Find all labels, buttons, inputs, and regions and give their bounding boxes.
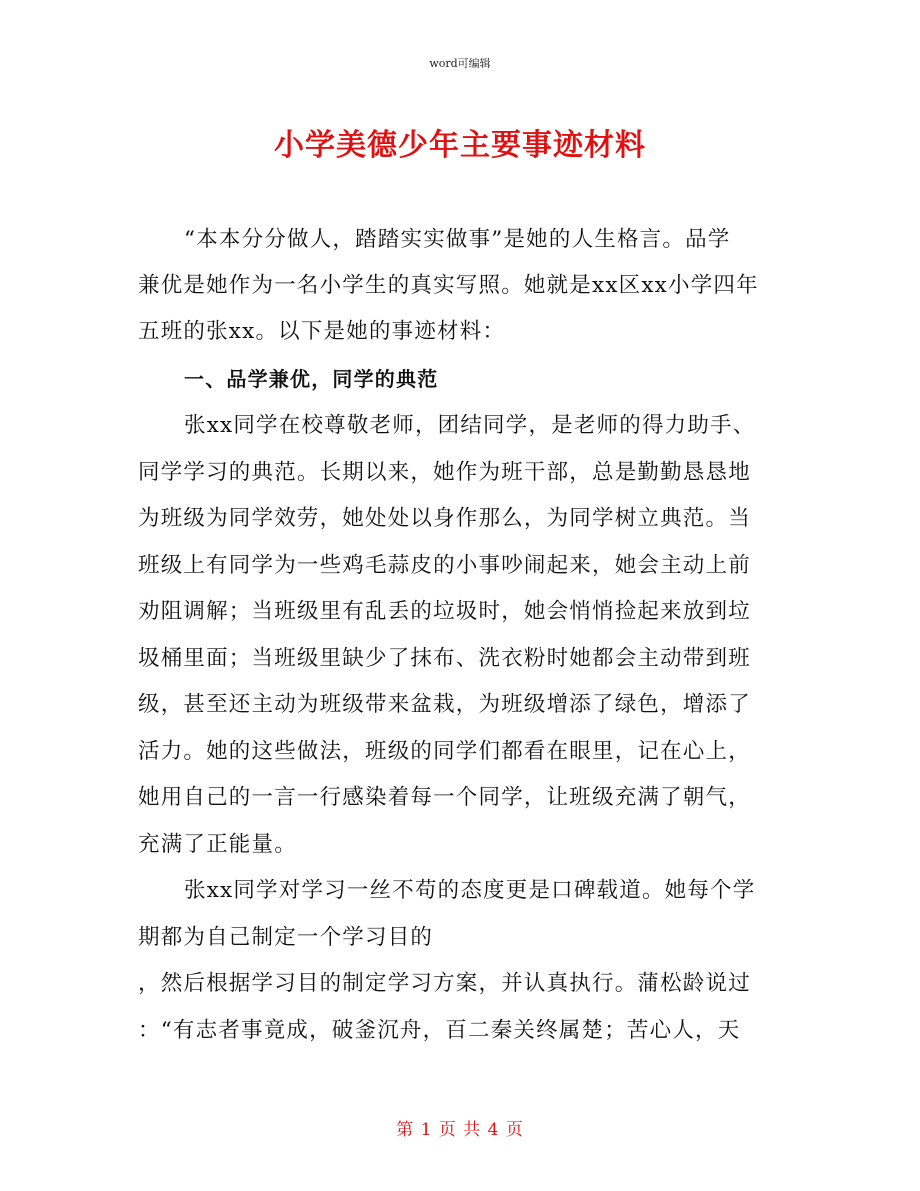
paragraph-line: 为班级为同学效劳，她处处以身作那么，为同学树立典范。当 <box>138 506 751 531</box>
paragraph-line: ，然后根据学习目的制定学习方案，并认真执行。蒲松龄说过 <box>138 971 751 996</box>
paragraph-line: 张xx同学对学习一丝不苟的态度更是口碑载道。她每个学 <box>184 878 756 903</box>
section-heading: 一、品学兼优，同学的典范 <box>184 367 439 391</box>
paragraph-line: 期都为自己制定一个学习目的 <box>138 925 434 950</box>
paragraph-line: “本本分分做人，踏踏实实做事”是她的人生格言。品学 <box>184 227 731 252</box>
page-header: word可编辑 <box>429 57 491 70</box>
paragraph-line: 活力。她的这些做法，班级的同学们都看在眼里，记在心上， <box>138 739 751 764</box>
page-footer: 第 1 页 共 4 页 <box>396 1120 524 1140</box>
paragraph-line: ：“有志者事竟成，破釜沉舟，百二秦关终属楚；苦心人，天 <box>138 1018 741 1043</box>
paragraph-line: 张xx同学在校尊敬老师，团结同学，是老师的得力助手、 <box>184 413 756 438</box>
paragraph-line: 五班的张xx。以下是她的事迹材料： <box>138 319 506 344</box>
paragraph-line: 级，甚至还主动为班级带来盆栽，为班级增添了绿色，增添了 <box>138 692 751 717</box>
document-title: 小学美德少年主要事迹材料 <box>274 128 646 163</box>
paragraph-line: 兼优是她作为一名小学生的真实写照。她就是xx区xx小学四年 <box>138 273 759 298</box>
paragraph-line: 同学学习的典范。长期以来，她作为班干部，总是勤勤恳恳地 <box>138 460 751 485</box>
paragraph-line: 充满了正能量。 <box>138 832 297 857</box>
paragraph-line: 她用自己的一言一行感染着每一个同学，让班级充满了朝气， <box>138 785 751 810</box>
paragraph-line: 班级上有同学为一些鸡毛蒜皮的小事吵闹起来，她会主动上前 <box>138 553 751 578</box>
paragraph-line: 劝阻调解；当班级里有乱丢的垃圾时，她会悄悄捡起来放到垃 <box>138 599 751 624</box>
paragraph-line: 圾桶里面；当班级里缺少了抹布、洗衣粉时她都会主动带到班 <box>138 646 751 671</box>
